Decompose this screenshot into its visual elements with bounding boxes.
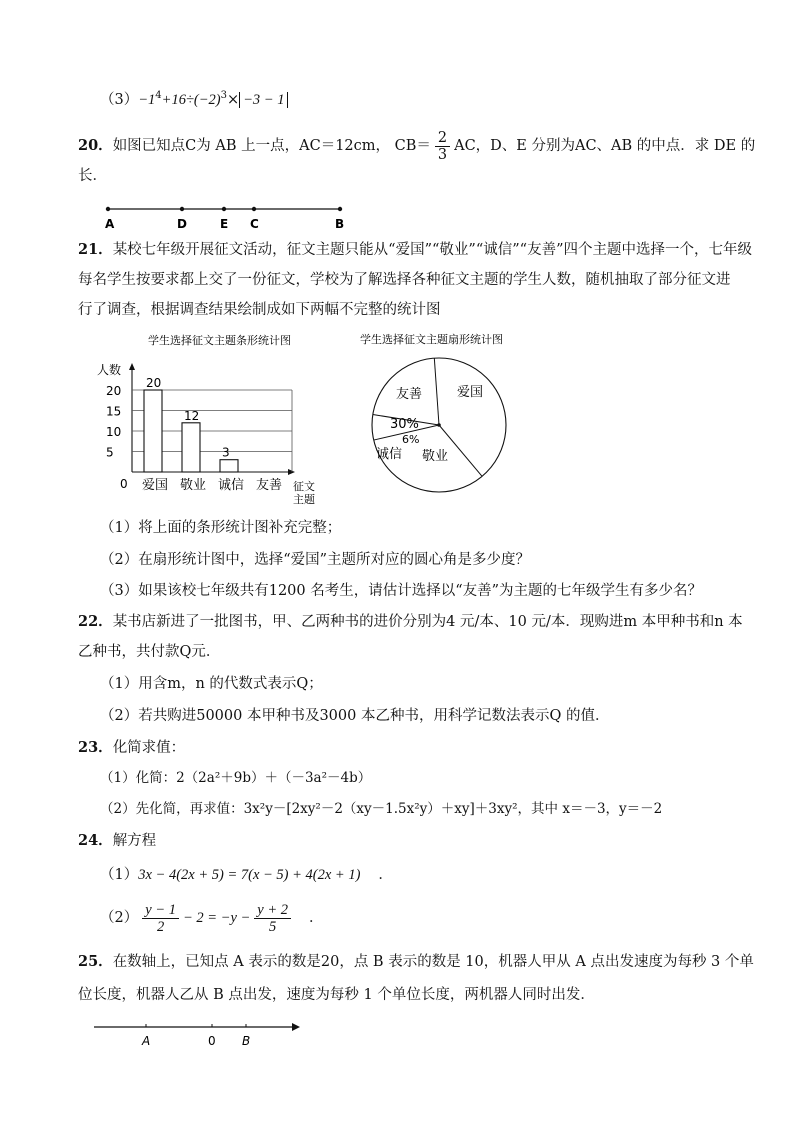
bar-ytick-label: 5: [106, 445, 114, 460]
q24-frac2-den: 5: [269, 918, 277, 935]
q19-part3: [100, 86, 288, 110]
q25-label-b: B: [242, 1034, 251, 1048]
bar-1: [182, 423, 200, 472]
q19-abs-value: −3 − 1: [239, 92, 288, 108]
q24-sub2-mid: − 2 = −y −: [182, 910, 251, 926]
bar-y-arrow-icon: [129, 363, 135, 370]
pie-label-youshan: 友善: [396, 387, 423, 402]
q20-frac-num: 2: [435, 130, 450, 147]
pie-chart-title: 学生选择征文主题扇形统计图: [360, 333, 503, 346]
bar-ytick-label: 15: [106, 404, 122, 419]
point-c-dot: [252, 207, 256, 211]
q24-sub1-label: （1）: [100, 867, 139, 883]
q24-sub1: [100, 865, 393, 885]
bar-ytick-label: 10: [106, 425, 122, 439]
q21-line3: 行了调查，根据调查结果绘制成如下两幅不完整的统计图: [78, 302, 441, 318]
pie-label-chengxin: 诚信: [376, 447, 403, 462]
pie-percent-youshan: 30%: [390, 417, 419, 432]
q24-sub2-label: （2）: [100, 910, 139, 926]
q25-label-0: 0: [208, 1034, 216, 1048]
q22-text1: 某书店新进了一批图书，甲、乙两种书的进价分别为4 元/本、10 元/本．现购进m 本甲种书和n 本: [112, 614, 743, 630]
q20-number: 20．: [78, 137, 113, 154]
q19-exp-3: 3: [220, 90, 227, 101]
point-a-label: A: [105, 217, 115, 231]
bar-category-label: 友善: [256, 478, 283, 493]
point-d-label: D: [177, 217, 187, 231]
q23-sub2: （2）先化简，再求值：3x²y－[2xy²－2（xy－1.5x²y）＋xy]＋3xy²，其中 x＝－3，y＝－2: [100, 801, 663, 817]
point-d-dot: [180, 207, 184, 211]
bar-chart-origin: 0: [120, 477, 128, 491]
pie-label-aiguo: 爱国: [457, 385, 484, 400]
q19-part3-label: （3）: [100, 91, 139, 108]
q25-axis-arrow-icon: [292, 1023, 300, 1031]
q20-frac-den: 3: [437, 146, 448, 163]
q20-segment-figure: [100, 200, 360, 232]
q23-title: 化简求值：: [112, 740, 186, 756]
bar-chart-title: 学生选择征文主题条形统计图: [148, 334, 291, 347]
q24-frac1-den: 2: [156, 918, 165, 935]
bar-category-label: 敬业: [180, 478, 207, 493]
q21-sub2: （2）在扇形统计图中，选择“爱国”主题所对应的圆心角是多少度？: [100, 552, 531, 568]
point-e-label: E: [220, 217, 229, 231]
q22-line1: [78, 612, 743, 632]
q24-frac2-num: y + 2: [254, 902, 291, 919]
q22-sub1: （1）用含m，n 的代数式表示Q；: [100, 676, 323, 692]
bar-chart-ylabel: 人数: [97, 363, 122, 377]
q24-frac1-num: y − 1: [142, 902, 179, 919]
bar-0: [144, 390, 162, 472]
bar-category-label: 诚信: [218, 478, 245, 493]
q20-fraction: [435, 130, 450, 163]
bar-2: [220, 460, 238, 472]
q25-number: 25．: [78, 953, 113, 970]
bar-data-label: 12: [184, 408, 200, 423]
q21-text1: 某校七年级开展征文活动，征文主题只能从“爱国”“敬业”“诚信”“友善”四个主题中选择一个，七年级: [112, 242, 752, 258]
q24-title-line: [78, 831, 156, 851]
q24-number: 24．: [78, 832, 113, 849]
pie-label-jingye: 敬业: [422, 449, 449, 464]
q19-times: ×: [226, 91, 240, 108]
q20-line2: 长．: [78, 168, 107, 184]
bar-ytick-label: 20: [106, 384, 122, 398]
q19-exp-4: 4: [155, 90, 162, 101]
bar-chart-bars: [142, 376, 282, 493]
q24-sub2: [100, 898, 324, 938]
q23-number: 23．: [78, 739, 113, 756]
q24-sub2-dot: ．: [309, 910, 324, 926]
q24-sub2-frac2: [254, 902, 291, 935]
pie-percent-chengxin: 6%: [402, 433, 420, 446]
q20-text-b: AC，D、E 分别为AC、AB 的中点．求 DE 的: [454, 138, 756, 154]
q23-sub1: （1）化简：2（2a²＋9b）＋（－3a²－4b）: [100, 770, 372, 786]
q24-sub1-equation: 3x − 4(2x + 5) = 7(x − 5) + 4(2x + 1): [138, 867, 361, 883]
q24-sub1-dot: ．: [378, 867, 393, 883]
q20-line1: [78, 128, 755, 164]
point-a-dot: [106, 207, 110, 211]
q24-sub2-frac1: [142, 902, 179, 935]
bar-category-label: 爱国: [142, 478, 169, 493]
q21-line2: 每名学生按要求都上交了一份征文，学校为了解选择各种征文主题的学生人数，随机抽取了部分征文进: [78, 272, 731, 288]
point-c-label: C: [250, 217, 259, 231]
q22-sub2: （2）若共购进50000 本甲种书及3000 本乙种书，用科学记数法表示Q 的值．: [100, 708, 610, 724]
q22-line2: 乙种书，共付款Q元．: [78, 644, 221, 660]
bar-data-label: 20: [146, 376, 162, 390]
point-b-label: B: [335, 217, 345, 231]
q19-expr-b: +16÷(−2): [161, 91, 221, 108]
q23-title-line: [78, 738, 185, 758]
bar-x-arrow-icon: [288, 469, 295, 475]
bar-data-label: 3: [222, 445, 230, 460]
point-e-dot: [222, 207, 226, 211]
q25-line2: 位长度，机器人乙从 B 点出发，速度为每秒 1 个单位长度，两机器人同时出发．: [78, 987, 595, 1003]
pie-chart: [350, 328, 550, 510]
q22-number: 22．: [78, 613, 113, 630]
point-b-dot: [338, 207, 342, 211]
q25-line1: [78, 952, 754, 972]
q21-line1: [78, 240, 752, 260]
q24-title: 解方程: [112, 833, 157, 849]
q25-number-line: [92, 1018, 312, 1052]
q25-label-a: A: [142, 1034, 151, 1048]
q21-sub1: （1）将上面的条形统计图补充完整；: [100, 520, 342, 536]
q20-text-a: 如图已知点C为 AB 上一点，AC＝12cm， CB＝: [112, 138, 431, 154]
q21-number: 21．: [78, 241, 113, 258]
q19-expr-a: −1: [138, 91, 156, 108]
bar-chart: [92, 330, 332, 510]
q21-sub3: （3）如果该校七年级共有1200 名考生，请估计选择以“友善”为主题的七年级学生有多少名？: [100, 583, 703, 599]
pie-center-dot: [437, 423, 441, 427]
bar-chart-xlabel-2: 主题: [293, 493, 315, 506]
bar-chart-xlabel-1: 征文: [293, 480, 315, 493]
q25-text1: 在数轴上，已知点 A 表示的数是20，点 B 表示的数是 10，机器人甲从 A 点出发速度为每秒 3 个单: [112, 954, 754, 970]
